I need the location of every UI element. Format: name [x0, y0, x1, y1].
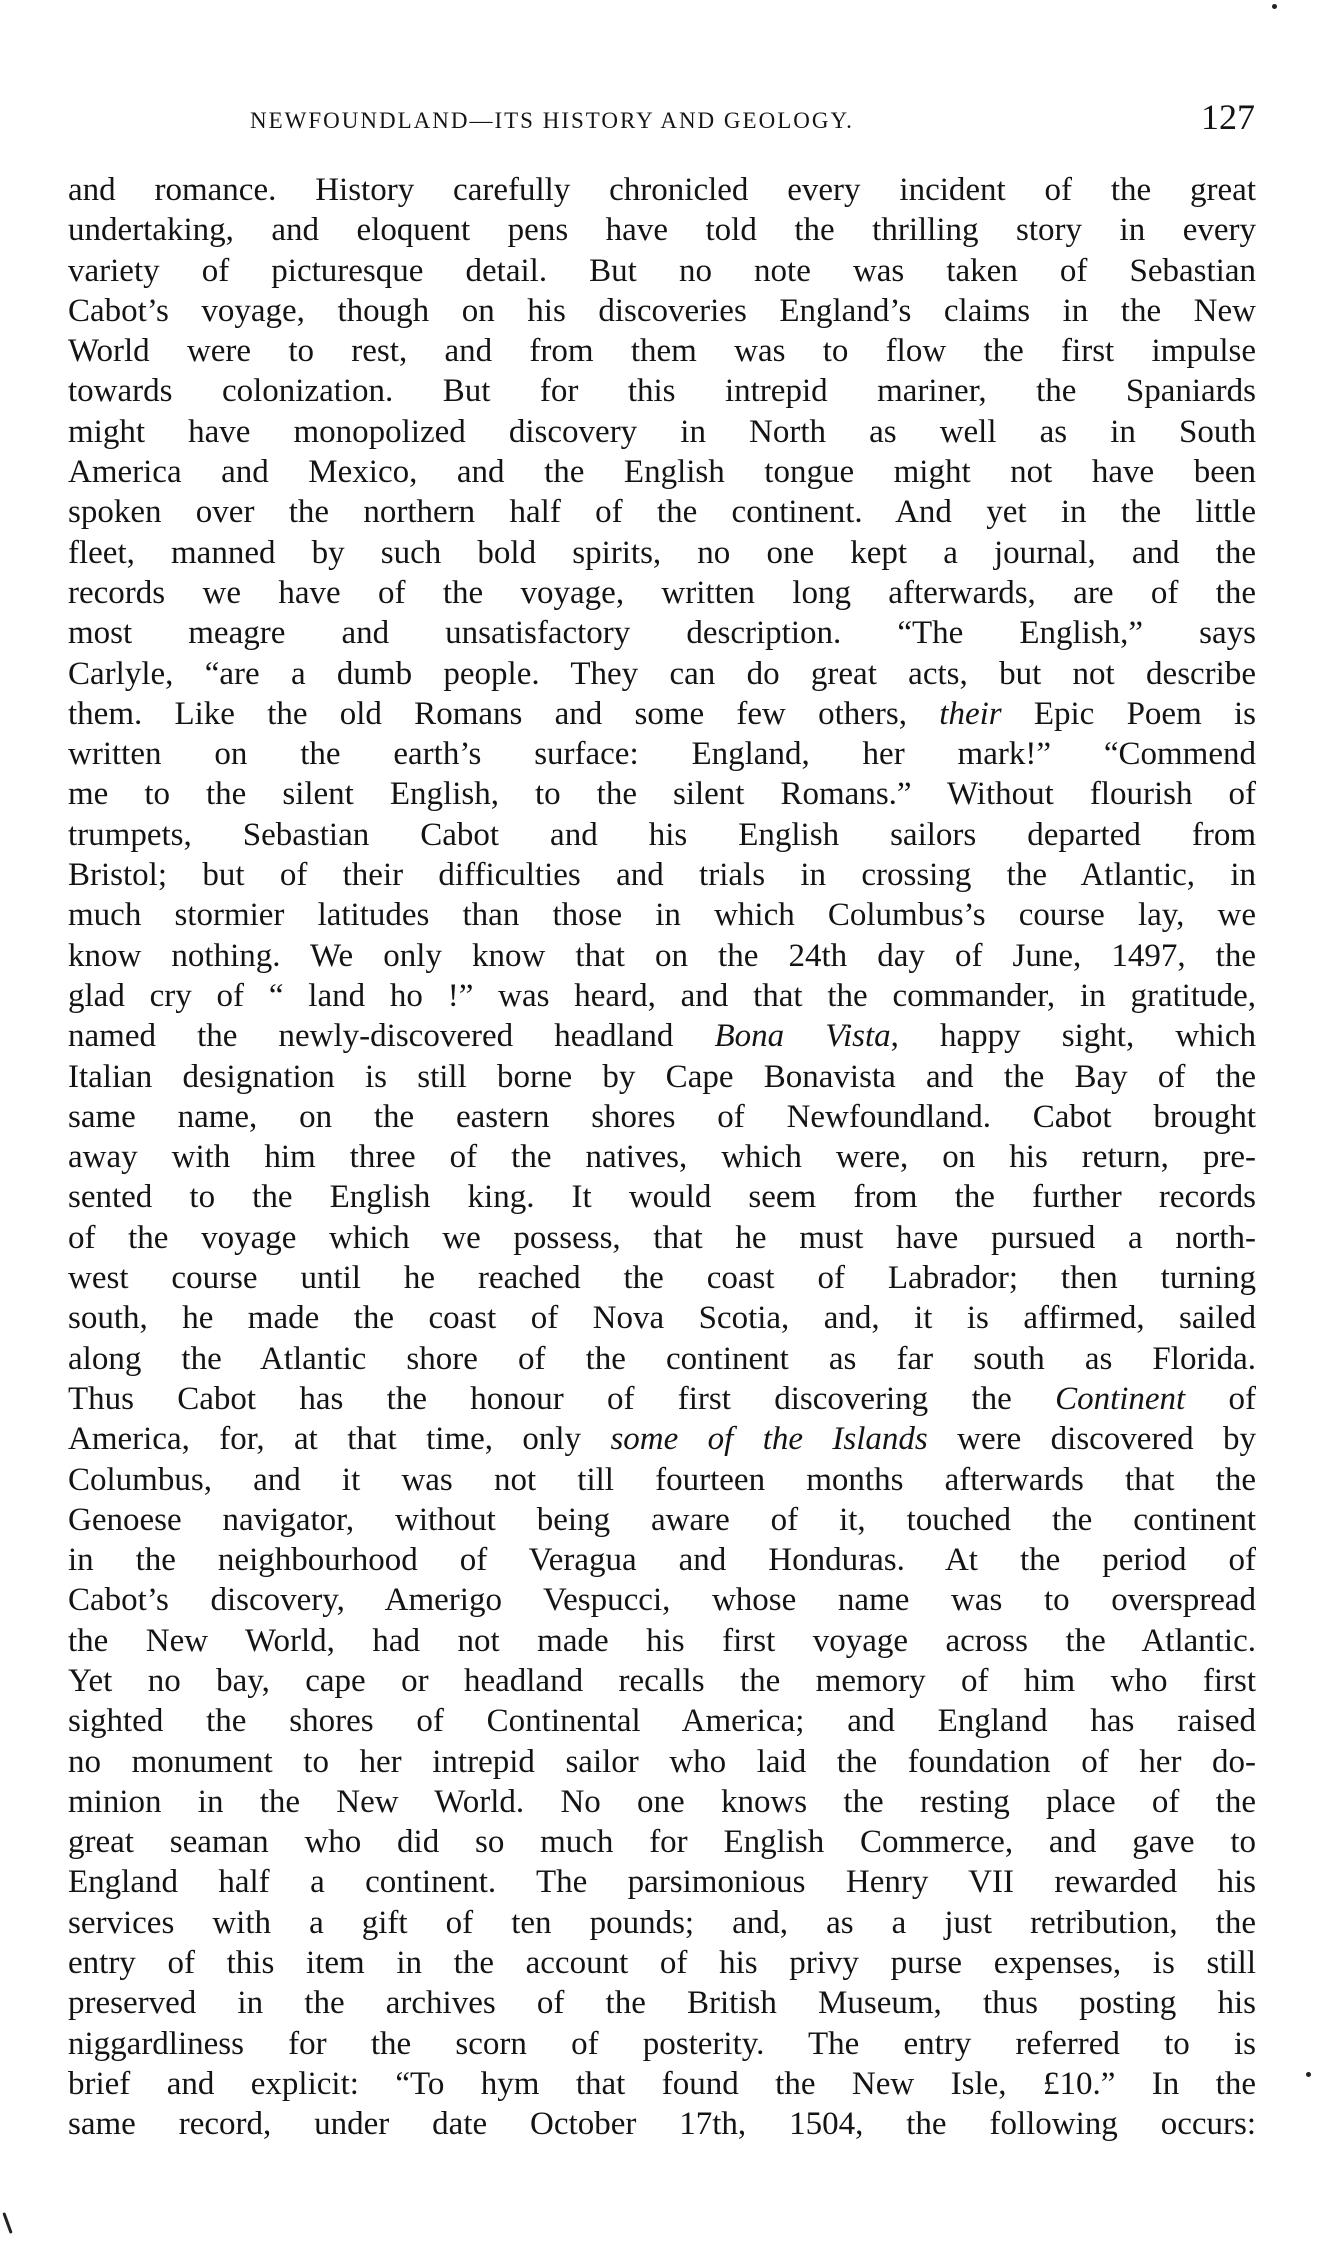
margin-speck [2, 2212, 12, 2234]
text-line [68, 1016, 1256, 1056]
text-run: me to the silent English, to the silent Romans.” Without flourish of [68, 776, 1256, 813]
text-run: along the Atlantic shore of the continent as far south as Florida. [68, 1340, 1256, 1377]
text-line [68, 371, 1256, 411]
text-line [68, 774, 1256, 814]
text-run: trumpets, Sebastian Cabot and his English sailors departed from [68, 816, 1256, 853]
text-line [68, 2024, 1256, 2064]
text-line [68, 1137, 1256, 1177]
body-text [68, 170, 1256, 2145]
text-run: might have monopolized discovery in North as well as in South [68, 413, 1256, 450]
text-line [68, 936, 1256, 976]
text-line [68, 1742, 1256, 1782]
text-run: England half a continent. The parsimonious Henry VII rewarded his [68, 1864, 1256, 1901]
text-line [68, 1862, 1256, 1902]
text-line [68, 412, 1256, 452]
text-run: towards colonization. But for this intrepid mariner, the Spaniards [68, 373, 1256, 410]
text-run: south, he made the coast of Nova Scotia, and, it is affirmed, sailed [68, 1300, 1256, 1337]
text-run: Cabot’s discovery, Amerigo Vespucci, whose name was to overspread [68, 1582, 1256, 1619]
text-run: Carlyle, “are a dumb people. They can do great acts, but not describe [68, 655, 1256, 692]
text-line [68, 452, 1256, 492]
text-line [68, 1177, 1256, 1217]
text-line [68, 2064, 1256, 2104]
text-run: America and Mexico, and the English tongue might not have been [68, 454, 1256, 491]
text-run: Thus Cabot has the honour of first discovering the [68, 1380, 1056, 1417]
margin-speck [1272, 4, 1277, 9]
text-line [68, 1621, 1256, 1661]
running-title: NEWFOUNDLAND—ITS HISTORY AND GEOLOGY. [250, 108, 854, 133]
text-run: most meagre and unsatisfactory description. “The English,” says [68, 615, 1256, 652]
text-run: glad cry of “ land ho !” was heard, and that the commander, in gratitude, [68, 977, 1256, 1014]
text-run: America, for, at that time, only [68, 1421, 611, 1458]
text-line [68, 1983, 1256, 2023]
text-line [68, 1339, 1256, 1379]
text-line [68, 654, 1256, 694]
text-line [68, 895, 1256, 935]
text-run: Cabot’s voyage, though on his discoveries England’s claims in the New [68, 292, 1256, 329]
text-run: of [1185, 1380, 1256, 1417]
text-run: preserved in the archives of the British Museum, thus posting his [68, 1985, 1256, 2022]
text-run: named the newly-discovered headland [68, 1018, 715, 1055]
text-line [68, 1298, 1256, 1338]
text-run: same record, under date October 17th, 1504, the following occurs: [68, 2106, 1256, 2143]
text-line [68, 613, 1256, 653]
text-run: minion in the New World. No one knows the resting place of the [68, 1783, 1256, 1820]
text-line [68, 734, 1256, 774]
text-line [68, 492, 1256, 532]
text-line [68, 170, 1256, 210]
text-line [68, 1540, 1256, 1580]
text-run: away with him three of the natives, which were, on his return, pre- [68, 1139, 1256, 1176]
text-line [68, 573, 1256, 613]
text-run: services with a gift of ten pounds; and, as a just retribution, the [68, 1904, 1256, 1941]
italic-text-run: Continent [1055, 1380, 1186, 1417]
text-run: Yet no bay, cape or headland recalls the memory of him who first [68, 1662, 1256, 1699]
text-line [68, 1580, 1256, 1620]
text-run: were discovered by [927, 1421, 1256, 1458]
text-run: variety of picturesque detail. But no note was taken of Sebastian [68, 252, 1256, 289]
text-run: niggardliness for the scorn of posterity. The entry referred to is [68, 2025, 1256, 2062]
text-line [68, 694, 1256, 734]
text-line [68, 251, 1256, 291]
text-run: the New World, had not made his first voyage across the Atlantic. [68, 1622, 1256, 1659]
text-line [68, 1218, 1256, 1258]
text-line [68, 1057, 1256, 1097]
text-line [68, 210, 1256, 250]
text-run: of the voyage which we possess, that he must have pursued a north- [68, 1219, 1256, 1256]
text-line [68, 1943, 1256, 1983]
text-line [68, 1097, 1256, 1137]
text-run: know nothing. We only know that on the 24th day of June, 1497, the [68, 937, 1256, 974]
text-run: great seaman who did so much for English Commerce, and gave to [68, 1824, 1256, 1861]
text-line [68, 976, 1256, 1016]
text-line [68, 1419, 1256, 1459]
text-line [68, 331, 1256, 371]
text-run: in the neighbourhood of Veragua and Honduras. At the period of [68, 1542, 1256, 1579]
text-line [68, 291, 1256, 331]
text-run: and romance. History carefully chronicled every incident of the great [68, 172, 1256, 208]
text-run: Italian designation is still borne by Cape Bonavista and the Bay of the [68, 1058, 1256, 1095]
italic-text-run: some of the Islands [610, 1421, 928, 1458]
text-run: Epic Poem is [1001, 695, 1256, 732]
text-run: same name, on the eastern shores of Newfoundland. Cabot brought [68, 1098, 1256, 1135]
text-run: much stormier latitudes than those in which Columbus’s course lay, we [68, 897, 1256, 934]
text-run: Genoese navigator, without being aware of it, touched the continent [68, 1501, 1256, 1538]
text-line [68, 1500, 1256, 1540]
text-run: spoken over the northern half of the continent. And yet in the little [68, 494, 1256, 531]
running-head [70, 96, 1255, 144]
text-run: sighted the shores of Continental America; and England has raised [68, 1703, 1256, 1740]
text-run: sented to the English king. It would seem from the further records [68, 1179, 1256, 1216]
text-line [68, 1379, 1256, 1419]
text-run: brief and explicit: “To hym that found the New Isle, £10.” In the [68, 2065, 1256, 2102]
text-line [68, 1258, 1256, 1298]
italic-text-run: their [939, 695, 1002, 732]
text-run: fleet, manned by such bold spirits, no one kept a journal, and the [68, 534, 1256, 571]
text-run: records we have of the voyage, written long afterwards, are of the [68, 574, 1256, 611]
text-line [68, 815, 1256, 855]
text-run: them. Like the old Romans and some few others, [68, 695, 940, 732]
text-run: no monument to her intrepid sailor who laid the foundation of her do- [68, 1743, 1256, 1780]
text-line [68, 2104, 1256, 2144]
text-line [68, 1822, 1256, 1862]
text-line [68, 1782, 1256, 1822]
text-line [68, 1661, 1256, 1701]
text-line [68, 1701, 1256, 1741]
text-run: World were to rest, and from them was to flow the first impulse [68, 333, 1256, 370]
text-run: , happy sight, which [890, 1018, 1256, 1055]
text-run: entry of this item in the account of his privy purse expenses, is still [68, 1945, 1256, 1982]
text-run: written on the earth’s surface: England, her mark!” “Commend [68, 736, 1256, 773]
text-run: Bristol; but of their difficulties and trials in crossing the Atlantic, in [68, 857, 1256, 894]
italic-text-run: Bona Vista [714, 1018, 891, 1055]
text-line [68, 533, 1256, 573]
text-run: west course until he reached the coast of Labrador; then turning [68, 1260, 1256, 1297]
page-number: 127 [1201, 97, 1255, 137]
text-run: undertaking, and eloquent pens have told the thrilling story in every [68, 212, 1256, 249]
text-line [68, 855, 1256, 895]
text-run: Columbus, and it was not till fourteen months afterwards that the [68, 1461, 1256, 1498]
margin-speck [1306, 2072, 1311, 2077]
text-line [68, 1460, 1256, 1500]
text-line [68, 1903, 1256, 1943]
